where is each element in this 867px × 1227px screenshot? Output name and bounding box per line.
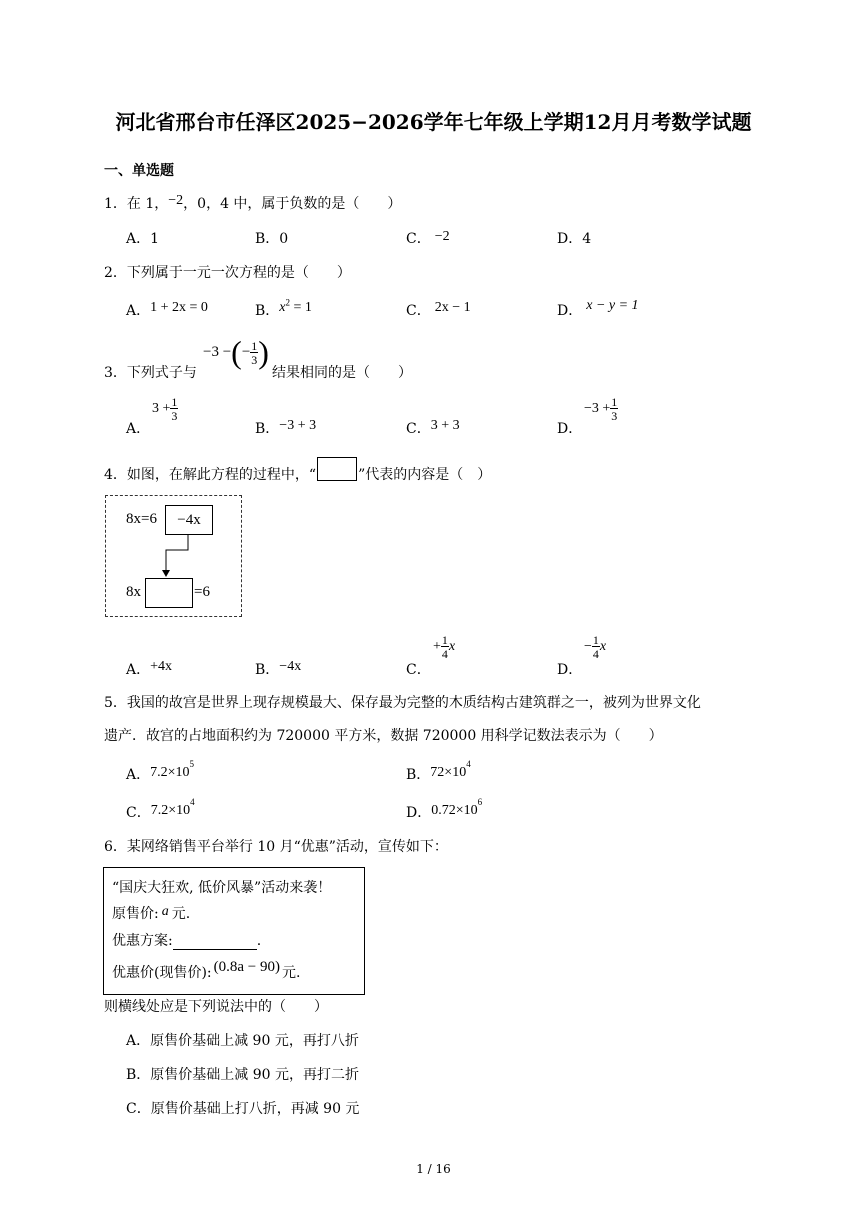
q1-stem-part: ，0，4 中，属于负数的是（ ） (183, 196, 402, 212)
question-5-line2: 遗产．故宫的占地面积约为 720000 平方米，数据 720000 用科学记数法表示为（ ） (104, 728, 663, 744)
q2-option-a: A．1 + 2x = 0 (126, 300, 208, 319)
q1-option-a: A．1 (126, 231, 160, 247)
q1-stem-number: −2 (168, 193, 184, 208)
q6-option-a: A．原售价基础上减 90 元，再打八折 (126, 1033, 359, 1049)
q4-option-d: − $\frac{1}{4}$ x (584, 633, 607, 661)
q5-option-a: A．$7.2\times 10^5$ (126, 759, 195, 783)
q4-option-c-label: C． (406, 662, 431, 678)
q4-option-d-label: D． (557, 662, 583, 678)
q3-stem-b: 结果相同的是（ ） (272, 365, 412, 381)
diagram-empty-box (145, 578, 193, 608)
q2-option-b: B．$x^2 = 1$ (255, 297, 312, 319)
q3-expression: −3 −(− $\frac{1}{3}$ ) (203, 334, 269, 370)
q5-option-d: D．$0.72\times 10^6$ (406, 797, 483, 821)
q1-stem-part: 1．在 1， (104, 196, 169, 212)
diagram-line2-left: 8x (126, 584, 141, 600)
q1-option-c: C． −2 (406, 229, 450, 247)
page-title: 河北省邢台市任泽区2025−2026学年七年级上学期12月月考数学试题 (115, 110, 752, 134)
q4-option-b: B．−4x (255, 659, 302, 678)
q3-option-b: B．−3 + 3 (255, 418, 317, 437)
page-number: 1 / 16 (416, 1162, 451, 1176)
promo-line3: 优惠方案: . (112, 933, 262, 949)
diagram-line1-left: 8x=6 (126, 511, 157, 527)
question-6-stem: 6．某网络销售平台举行 10 月“优惠”活动，宣传如下： (104, 839, 448, 855)
q4-option-a: A．+4x (126, 659, 173, 678)
q5-option-b: B．$72\times 10^4$ (406, 759, 471, 783)
question-6-follow: 则横线处应是下列说法中的（ ） (104, 999, 328, 1015)
question-2-stem: 2．下列属于一元一次方程的是（ ） (104, 265, 351, 281)
q1-option-b: B．0 (255, 231, 289, 247)
q3-option-c: C．3 + 3 (406, 418, 460, 437)
q3-stem-a: 3．下列式子与 (104, 365, 197, 381)
question-4-stem: 4．如图，在解此方程的过程中，“ ”代表的内容是（ ） (104, 463, 491, 487)
blank-underline (173, 935, 257, 950)
q6-option-c: C．原售价基础上打八折，再减 90 元 (126, 1101, 360, 1117)
diagram-term-box: −4x (165, 505, 213, 535)
promo-line4: 优惠价(现售价): (0.8a − 90) 元. (112, 959, 301, 981)
q3-option-a-label: A． (126, 421, 151, 437)
q2-option-d: D． x − y = 1 (557, 298, 639, 319)
diagram-line2-right: =6 (194, 584, 210, 600)
q5-option-c: C．$7.2\times 10^4$ (126, 797, 195, 821)
q3-option-d-label: D． (557, 421, 583, 437)
promo-line2: 原售价: a 元. (112, 904, 191, 922)
section-heading: 一、单选题 (104, 163, 174, 179)
q3-option-d: −3 + $\frac{1}{3}$ (584, 395, 618, 423)
q6-option-b: B．原售价基础上减 90 元，再打二折 (126, 1067, 360, 1083)
promo-line1: “国庆大狂欢, 低价风暴”活动来袭！ (112, 880, 332, 896)
q4-option-c: + $\frac{1}{4}$ x (433, 633, 456, 661)
question-5-line1: 5．我国的故宫是世界上现存规模最大、保存最为完整的木质结构古建筑群之一，被列为世界文化 (104, 695, 701, 711)
q1-option-d: D．4 (557, 231, 592, 247)
q3-option-a: 3 + $\frac{1}{3}$ (152, 395, 178, 423)
q2-option-c: C． 2x − 1 (406, 300, 471, 319)
